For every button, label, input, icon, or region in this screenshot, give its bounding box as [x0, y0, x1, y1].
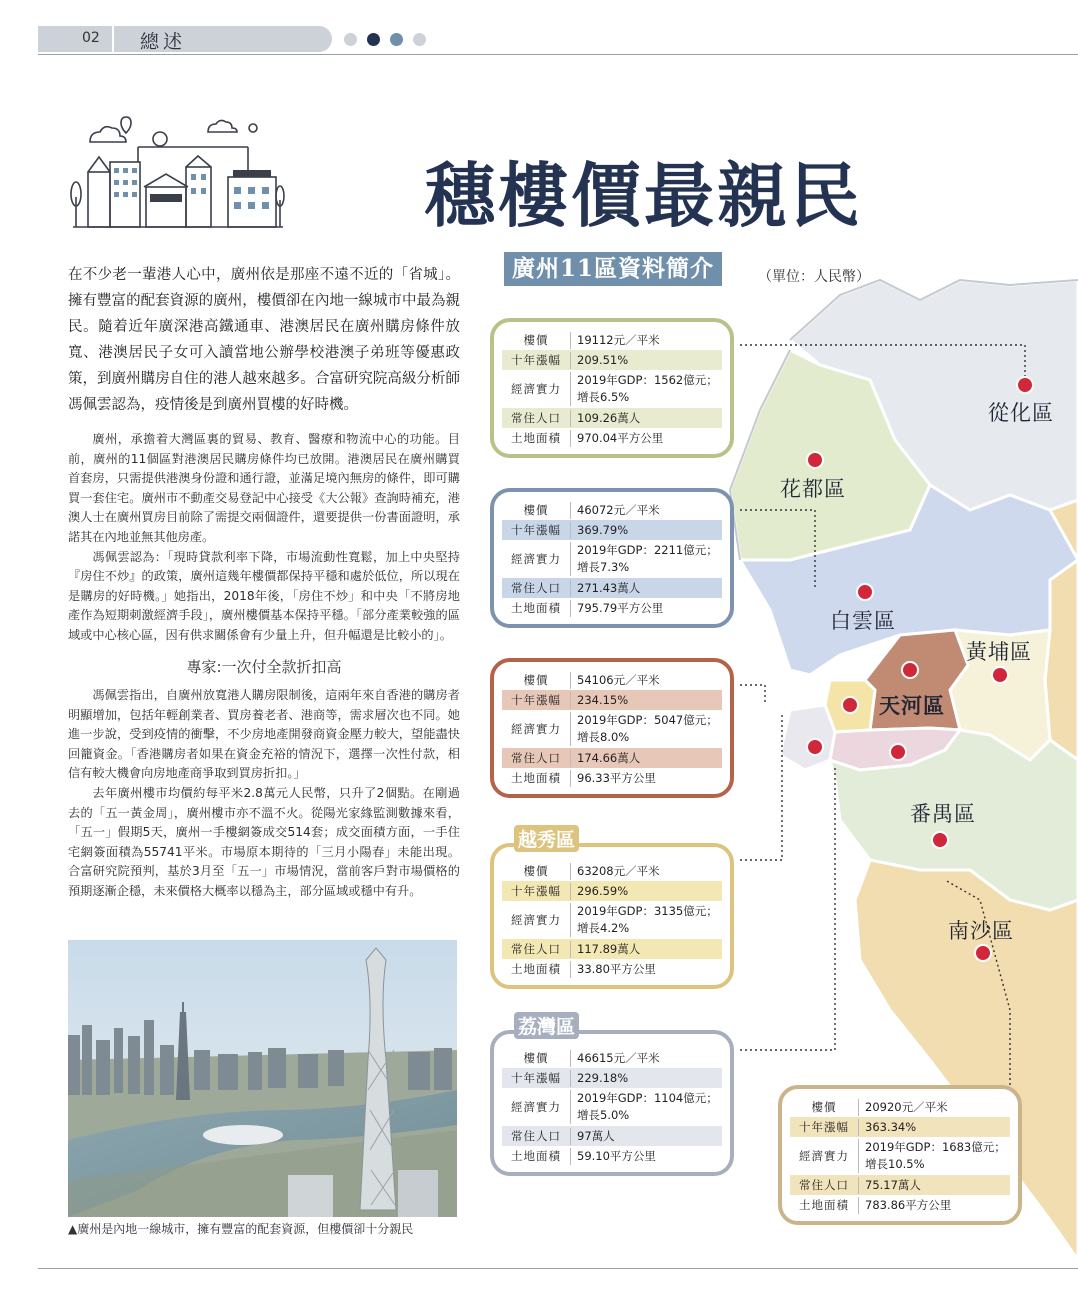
card-row-population [502, 748, 722, 768]
body-section-1 [68, 430, 460, 646]
card-row-economy [502, 710, 722, 748]
district-info-card [490, 1016, 734, 1176]
card-row-label: 常住人口 [511, 411, 561, 425]
card-row-price [502, 1048, 722, 1068]
card-row-rise [502, 690, 722, 710]
card-row-label: 經濟實力 [511, 552, 561, 566]
card-row-value: 174.66萬人 [570, 750, 722, 767]
map-area-liwan [780, 705, 835, 770]
card-row-value: 109.26萬人 [570, 410, 722, 427]
header-divider [112, 26, 114, 52]
card-row-rise [502, 881, 722, 901]
card-row-value: 2019年GDP：1562億元；增長6.5% [570, 372, 722, 406]
body-paragraph: 去年廣州樓市均價約每平米2.8萬元人民幣，只升了2個點。在剛過去的「五一黃金周」，廣州樓市亦不溫不火。從陽光家緣監測數據來看，「五一」假期5天，廣州一手樓網簽成交514套；成交面積方面，一手住宅網簽面積為55741平米。市場原本期待的「三月小陽春」未能出現。合富研究院預判，基於3月至「五一」市場情況，當前客戶對市場價格的預期逐漸企穩，未來價格大概率以穩為主，部分區域或穩中有升。 [68, 785, 460, 898]
card-row-label: 經濟實力 [511, 913, 561, 927]
card-row-label: 十年漲幅 [799, 1120, 849, 1134]
card-row-value: 296.59% [570, 883, 722, 900]
card-row-label: 經濟實力 [511, 382, 561, 396]
card-row-price [502, 500, 722, 520]
card-row-economy [502, 370, 722, 408]
body-paragraph: 廣州，承擔着大灣區裏的貿易、教育、醫療和物流中心的功能。目前，廣州的11個區對港澳居民購房條件均已放開。港澳居民在廣州購買首套房，只需提供港澳身份證和通行證，並滿足境內無房的條件，即可購買一套住宅。廣州市不動產交易登記中心接受《大公報》查詢時補充，港澳人士在廣州買房目前除了需提交兩個證件，還要提供一份書面證明，承諾其在內地並無其他房產。 [68, 432, 460, 544]
card-row-value: 63208元／平米 [570, 863, 722, 880]
card-row-value: 209.51% [570, 352, 722, 369]
card-row-value: 54106元／平米 [570, 672, 722, 689]
card-row-label: 常住人口 [511, 942, 561, 956]
card-row-area [502, 428, 722, 448]
district-label-baiyun: 白雲區 [830, 609, 896, 633]
card-row-label: 常住人口 [511, 581, 561, 595]
card-row-area [502, 959, 722, 979]
card-row-value: 33.80平方公里 [570, 961, 722, 978]
district-info-card [490, 829, 734, 989]
card-row-value: 271.43萬人 [570, 580, 722, 597]
card-row-population [790, 1175, 1010, 1195]
card-row-population [502, 578, 722, 598]
card-row-economy [502, 540, 722, 578]
header-rule [38, 54, 1078, 55]
card-district-name: 荔灣區 [514, 1012, 579, 1039]
headline: 穗樓價最親民 [425, 154, 863, 237]
header-dot [344, 33, 357, 46]
card-row-price [790, 1097, 1010, 1117]
card-row-price [502, 670, 722, 690]
card-row-value: 970.04平方公里 [570, 430, 722, 447]
card-row-rise [502, 350, 722, 370]
card-row-label: 土地面積 [511, 771, 561, 785]
card-row-value: 783.86平方公里 [858, 1197, 1010, 1214]
district-info-card [490, 318, 734, 458]
card-row-rise [790, 1117, 1010, 1137]
district-info-card [490, 658, 734, 798]
card-row-label: 十年漲幅 [511, 693, 561, 707]
card-row-economy [502, 1088, 722, 1126]
card-row-price [502, 861, 722, 881]
card-row-value: 369.79% [570, 522, 722, 539]
footer-rule [38, 1268, 1078, 1269]
card-row-label: 經濟實力 [799, 1149, 849, 1163]
card-row-area [502, 598, 722, 618]
card-row-population [502, 1126, 722, 1146]
district-label-conghua: 從化區 [988, 401, 1054, 425]
body-section-2 [68, 686, 460, 902]
card-row-label: 土地面積 [511, 431, 561, 445]
photo-caption: ▲廣州是內地一線城市，擁有豐富的配套資源，但樓價卻十分親民 [68, 1222, 414, 1236]
card-row-label: 土地面積 [511, 962, 561, 976]
card-row-value: 2019年GDP：1104億元；增長5.0% [570, 1090, 722, 1124]
card-row-label: 常住人口 [799, 1178, 849, 1192]
card-row-label: 常住人口 [511, 751, 561, 765]
card-row-value: 2019年GDP：2211億元；增長7.3% [570, 542, 722, 576]
card-row-value: 2019年GDP：1683億元；增長10.5% [858, 1139, 1010, 1173]
card-row-population [502, 939, 722, 959]
card-row-area [502, 768, 722, 788]
card-row-label: 十年漲幅 [511, 884, 561, 898]
card-row-value: 46072元／平米 [570, 502, 722, 519]
card-row-value: 229.18% [570, 1070, 722, 1087]
card-row-area [502, 1146, 722, 1166]
card-row-label: 樓價 [523, 1051, 549, 1065]
card-row-value: 46615元／平米 [570, 1050, 722, 1067]
card-row-label: 樓價 [523, 864, 549, 878]
district-label-tianhe: 天河區 [879, 694, 945, 718]
card-row-population [502, 408, 722, 428]
card-row-label: 十年漲幅 [511, 523, 561, 537]
card-row-value: 2019年GDP：5047億元；增長8.0% [570, 712, 722, 746]
card-row-value: 117.89萬人 [570, 941, 722, 958]
district-label-panyu: 番禺區 [910, 802, 976, 826]
card-row-label: 土地面積 [511, 601, 561, 615]
header-dot [413, 33, 426, 46]
body-paragraph: 馮佩雲指出，自廣州放寬港人購房限制後，這兩年來自香港的購房者明顯增加，包括年輕創業者、買房養老者、港商等，需求層次也不同。她進一步說，受到疫情的衝擊，不少房地產開發商資金壓力較大，望能盡快回籠資金。「香港購房者如果在資金充裕的情況下，選擇一次性付款，相信有較大機會向房地產商爭取到買房折扣。」 [68, 688, 460, 781]
card-row-value: 97萬人 [570, 1128, 722, 1145]
subheading: 專家:一次付全款折扣高 [186, 658, 342, 676]
card-row-price [502, 330, 722, 350]
infographic-unit: （單位：人民幣） [758, 269, 870, 285]
body-paragraph: 馮佩雲認為：「現時貸款利率下降，市場流動性寬鬆，加上中央堅持『房住不炒』的政策，廣州這幾年樓價都保持平穩和處於低位，所以現在是購房的好時機。」她指出，2018年後，「房住不炒」和中央「不將房地產作為短期刺激經濟手段」，廣州樓價基本保持平穩。「部分產業較強的區域或中心核心區，因有供求關係會有少量上升，但升幅還是比較小的」。 [68, 549, 460, 642]
card-row-area [790, 1195, 1010, 1215]
card-row-economy [790, 1137, 1010, 1175]
card-row-economy [502, 901, 722, 939]
card-row-rise [502, 1068, 722, 1088]
card-row-label: 樓價 [523, 673, 549, 687]
card-row-value: 59.10平方公里 [570, 1148, 722, 1165]
section-title: 總述 [140, 31, 187, 53]
card-row-label: 樓價 [523, 333, 549, 347]
card-row-value: 363.34% [858, 1119, 1010, 1136]
card-row-rise [502, 520, 722, 540]
guangzhou-skyline-photo [68, 940, 457, 1217]
card-district-name: 越秀區 [514, 825, 579, 852]
card-row-label: 十年漲幅 [511, 353, 561, 367]
card-row-value: 795.79平方公里 [570, 600, 722, 617]
card-row-value: 75.17萬人 [858, 1177, 1010, 1194]
district-label-huadu: 花都區 [780, 477, 846, 501]
card-row-value: 20920元／平米 [858, 1099, 1010, 1116]
card-row-label: 樓價 [811, 1100, 837, 1114]
district-label-nansha: 南沙區 [948, 919, 1014, 943]
header-dot [367, 33, 380, 46]
card-row-label: 土地面積 [511, 1149, 561, 1163]
card-row-label: 常住人口 [511, 1129, 561, 1143]
district-info-card [490, 488, 734, 628]
infographic-title: 廣州11區資料簡介 [504, 252, 722, 286]
card-row-label: 樓價 [523, 503, 549, 517]
district-label-huangpu: 黃埔區 [966, 640, 1032, 664]
card-row-value: 96.33平方公里 [570, 770, 722, 787]
card-row-label: 土地面積 [799, 1198, 849, 1212]
intro-paragraph: 在不少老一輩港人心中，廣州依是那座不遠不近的「省城」。擁有豐富的配套資源的廣州，樓價卻在內地一線城市中最為親民。隨着近年廣深港高鐵通車、港澳居民在廣州購房條件放寬、港澳居民子女可入讀當地公辦學校港澳子弟班等優惠政策，到廣州購房自住的港人越來越多。合富研究院高級分析師馮佩雲認為，疫情後是到廣州買樓的好時機。 [68, 267, 460, 413]
card-row-value: 234.15% [570, 692, 722, 709]
card-row-value: 19112元／平米 [570, 332, 722, 349]
header-dot [390, 33, 403, 46]
card-row-label: 經濟實力 [511, 722, 561, 736]
card-row-label: 十年漲幅 [511, 1071, 561, 1085]
page-number: 02 [82, 30, 100, 46]
district-info-card [778, 1085, 1022, 1225]
city-buildings-icon [68, 112, 288, 237]
card-row-label: 經濟實力 [511, 1100, 561, 1114]
card-row-value: 2019年GDP：3135億元；增長4.2% [570, 903, 722, 937]
